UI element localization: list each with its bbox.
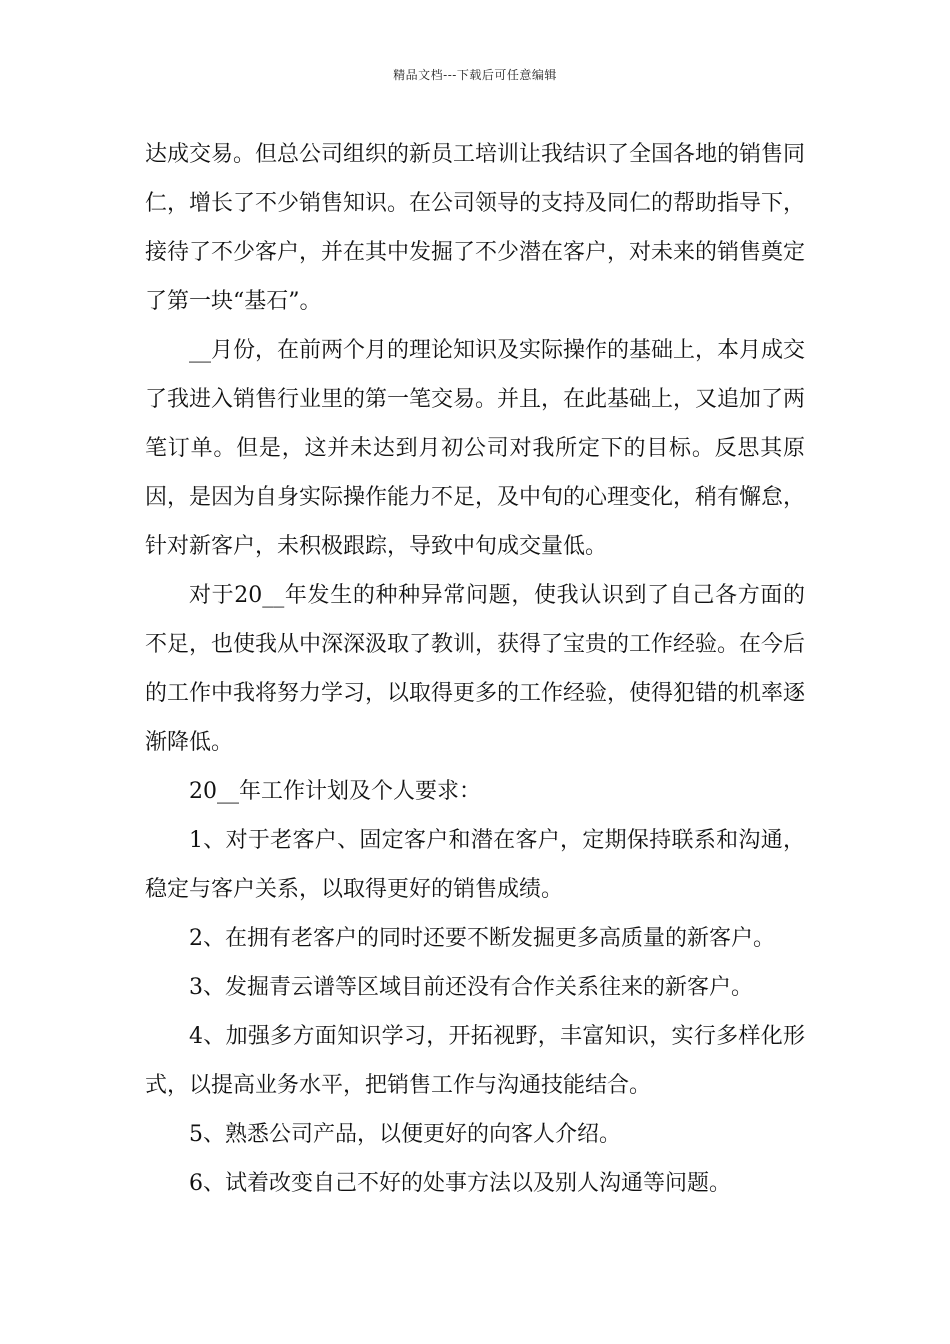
paragraph-3: 对于20__年发生的种种异常问题，使我认识到了自己各方面的不足，也使我从中深深汲取了教训，获得了宝贵的工作经验。在今后的工作中我将努力学习，以取得更多的工作经验，使得犯错的机率逐渐降低。 — [145, 583, 806, 755]
plan-item-6: 6、试着改变自己不好的处事方法以及别人沟通等问题。 — [189, 1171, 731, 1196]
paragraph-2: __月份，在前两个月的理论知识及实际操作的基础上，本月成交了我进入销售行业里的第一笔交易。并且，在此基础上，又追加了两笔订单。但是，这并未达到月初公司对我所定下的目标。反思其原因，是因为自身实际操作能力不足，及中旬的心理变化，稍有懈怠，针对新客户，未积极跟踪，导致中旬成交量低。 — [145, 338, 806, 559]
plan-item-1: 1、对于老客户、固定客户和潜在客户，定期保持联系和沟通，稳定与客户关系，以取得更好的销售成绩。 — [145, 828, 805, 902]
plan-item-5: 5、熟悉公司产品，以便更好的向客人介绍。 — [189, 1122, 621, 1147]
document-body — [145, 130, 805, 1208]
plan-item-4: 4、加强多方面知识学习，开拓视野，丰富知识，实行多样化形式，以提高业务水平，把销售工作与沟通技能结合。 — [145, 1024, 805, 1098]
plan-item-2: 2、在拥有老客户的同时还要不断发掘更多高质量的新客户。 — [189, 926, 775, 951]
page-header: 精品文档---下载后可任意编辑 — [393, 68, 557, 82]
plan-item-3: 3、发掘青云谱等区域目前还没有合作关系往来的新客户。 — [189, 975, 753, 1000]
plan-heading: 20__年工作计划及个人要求： — [189, 779, 481, 804]
paragraph-1: 达成交易。但总公司组织的新员工培训让我结识了全国各地的销售同仁，增长了不少销售知识。在公司领导的支持及同仁的帮助指导下，接待了不少客户，并在其中发掘了不少潜在客户，对未来的销售奠定了第一块“基石”。 — [145, 142, 806, 314]
